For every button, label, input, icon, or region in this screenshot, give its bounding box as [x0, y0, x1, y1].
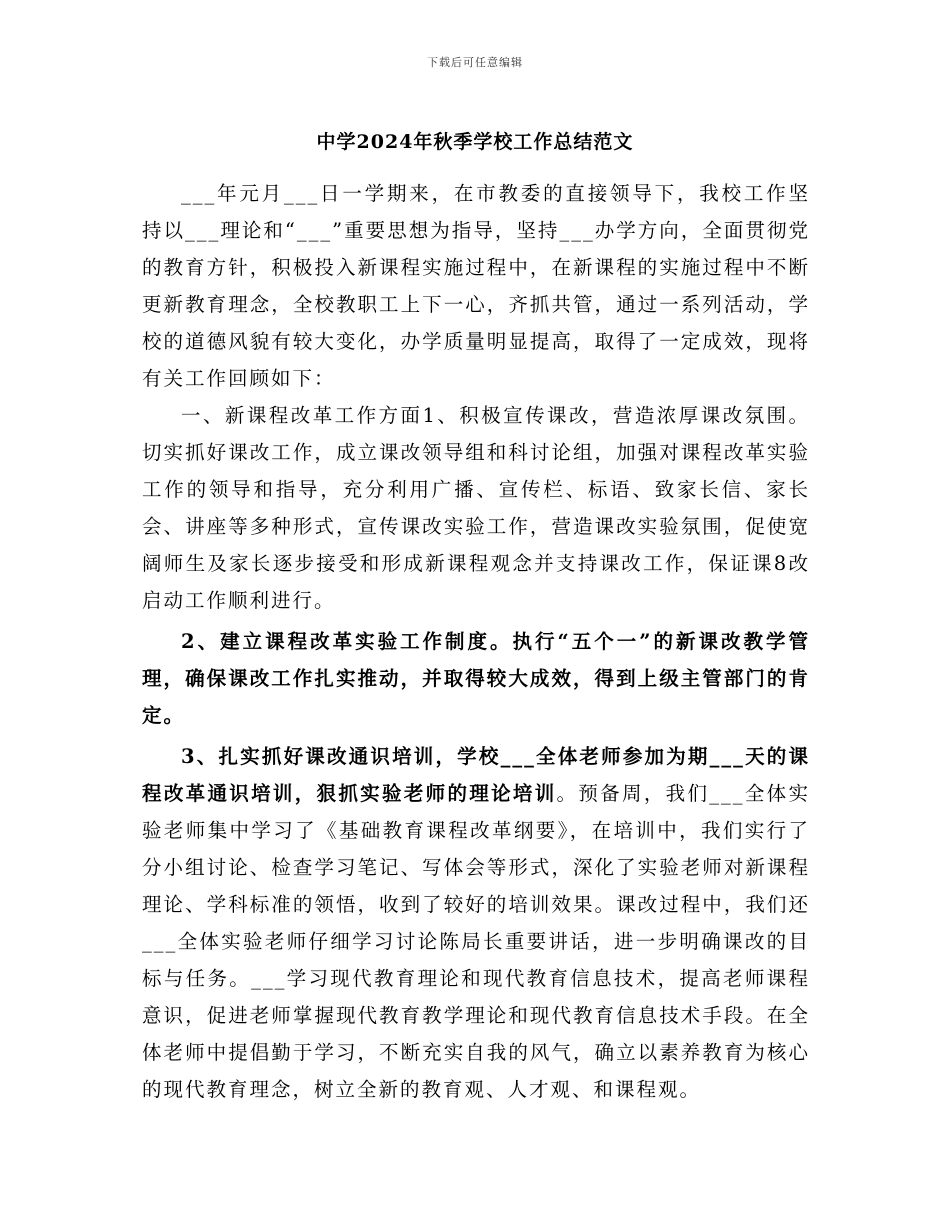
paragraph-curriculum-reform: 一、新课程改革工作方面1、积极宣传课改，营造浓厚课改氛围。切实抓好课改工作，成立课改领导组和科讨论组，加强对课程改革实验工作的领导和指导，充分利用广播、宣传栏、标语、致家长信、家长会、讲座等多种形式，宣传课改实验工作，营造课改实验氛围，促使宽阔师生及家长逐步接受和形成新课程观念并支持课改工作，保证课8改启动工作顺利进行。: [142, 404, 810, 612]
paragraph-training: [142, 738, 810, 1108]
paragraph-system-bold: 2、建立课程改革实验工作制度。执行“五个一”的新课改教学管理，确保课改工作扎实推动，并取得较大成效，得到上级主管部门的肯定。: [142, 630, 810, 727]
page-header-note: 下载后可任意编辑: [427, 56, 523, 69]
paragraph-intro: ___年元月___日一学期来，在市教委的直接领导下，我校工作坚持以___理论和“___”重要思想为指导，坚持___办学方向，全面贯彻党的教育方针，积极投入新课程实施过程中，在新课程的实施过程中不断更新教育理念，全校教职工上下一心，齐抓共管，通过一系列活动，学校的道德风貌有较大变化，办学质量明显提高，取得了一定成效，现将有关工作回顾如下：: [142, 182, 810, 390]
document-body: [142, 175, 810, 1108]
paragraph-training-text: 。预备周，我们___全体实验老师集中学习了《基础教育课程改革纲要》，在培训中，我们实行了分小组讨论、检查学习笔记、写体会等形式，深化了实验老师对新课程理论、学科标准的领悟，收到了较好的培训效果。课改过程中，我们还___全体实验老师仔细学习讨论陈局长重要讲话，进一步明确课改的目标与任务。___学习现代教育理论和现代教育信息技术，提高老师课程意识，促进老师掌握现代教育教学理论和现代教育信息技术手段。在全体老师中提倡勤于学习，不断充实自我的风气，确立以素养教育为核心的现代教育理念，树立全新的教育观、人才观、和课程观。: [142, 782, 810, 1101]
paragraph-training-bold-lead: 3、扎实抓好课改通识培训，学校___全体老师参加为期___天的课程改革通识培训，狠抓实验老师的理论培训: [142, 745, 810, 805]
document-title: 中学2024年秋季学校工作总结范文: [316, 131, 634, 153]
